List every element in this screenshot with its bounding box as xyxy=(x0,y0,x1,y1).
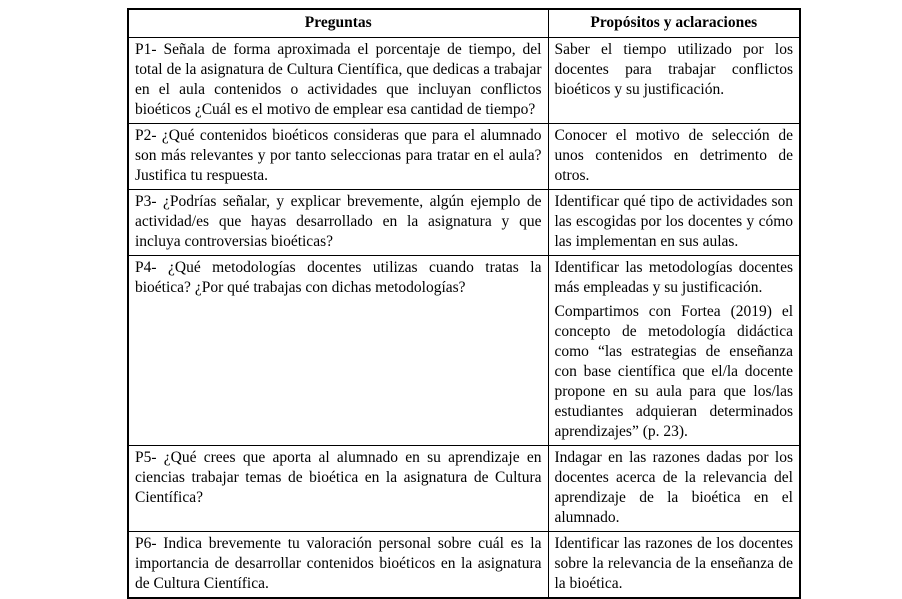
question-text: P2- ¿Qué contenidos bioéticos consideras que para el alumnado son más relevantes y por tanto seleccionas para tratar en el aula? Justifica tu respuesta. xyxy=(135,126,542,184)
purpose-paragraph: Compartimos con Fortea (2019) el concepto de metodología didáctica como “las estrategias de enseñanza con base científica que el/la docente propone en su aula para que los/las estudiantes adquieran determinados aprendizajes” (p. 23). xyxy=(554,302,793,440)
questions-purposes-table xyxy=(127,8,801,599)
purpose-paragraph: Saber el tiempo utilizado por los docentes para trabajar conflictos bioéticos y su justificación. xyxy=(554,40,793,98)
purpose-paragraph: Indagar en las razones dadas por los docentes acerca de la relevancia del aprendizaje de la bioética en el alumnado. xyxy=(554,448,793,526)
question-cell xyxy=(128,255,548,445)
table-row xyxy=(128,255,800,445)
question-cell xyxy=(128,189,548,255)
question-cell xyxy=(128,123,548,189)
purpose-paragraph: Identificar las razones de los docentes sobre la relevancia de la enseñanza de la bioética. xyxy=(554,534,793,592)
question-text: P3- ¿Podrías señalar, y explicar brevemente, algún ejemplo de actividad/es que hayas desarrollado en la asignatura y que incluya controversias bioéticas? xyxy=(135,192,542,250)
question-text: P5- ¿Qué crees que aporta al alumnado en su aprendizaje en ciencias trabajar temas de bioética en la asignatura de Cultura Científica? xyxy=(135,448,542,506)
purpose-cell xyxy=(548,531,800,598)
question-text: P1- Señala de forma aproximada el porcentaje de tiempo, del total de la asignatura de Cultura Científica, que dedicas a trabajar en el aula contenidos o actividades que incluyan conflictos bioéticos ¿Cuál es el motivo de emplear esa cantidad de tiempo? xyxy=(135,40,542,118)
table-row xyxy=(128,189,800,255)
table-header-questions: Preguntas xyxy=(128,9,548,37)
purpose-paragraph: Conocer el motivo de selección de unos contenidos en detrimento de otros. xyxy=(554,126,793,184)
table-row xyxy=(128,445,800,531)
question-cell xyxy=(128,37,548,123)
purpose-cell xyxy=(548,123,800,189)
question-cell xyxy=(128,445,548,531)
purpose-paragraph: Identificar las metodologías docentes más empleadas y su justificación. xyxy=(554,258,793,296)
table-row xyxy=(128,531,800,598)
purpose-cell xyxy=(548,445,800,531)
table-row xyxy=(128,123,800,189)
table-header-purposes: Propósitos y aclaraciones xyxy=(548,9,800,37)
question-text: P4- ¿Qué metodologías docentes utilizas cuando tratas la bioética? ¿Por qué trabajas con dichas metodologías? xyxy=(135,258,542,296)
purpose-cell xyxy=(548,37,800,123)
purpose-cell xyxy=(548,255,800,445)
question-cell xyxy=(128,531,548,598)
purpose-cell xyxy=(548,189,800,255)
question-text: P6- Indica brevemente tu valoración personal sobre cuál es la importancia de desarrollar contenidos bioéticos en la asignatura de Cultura Científica. xyxy=(135,534,542,592)
table-row xyxy=(128,37,800,123)
purpose-paragraph: Identificar qué tipo de actividades son las escogidas por los docentes y cómo las implementan en sus aulas. xyxy=(554,192,793,250)
table-header-row xyxy=(128,9,800,37)
